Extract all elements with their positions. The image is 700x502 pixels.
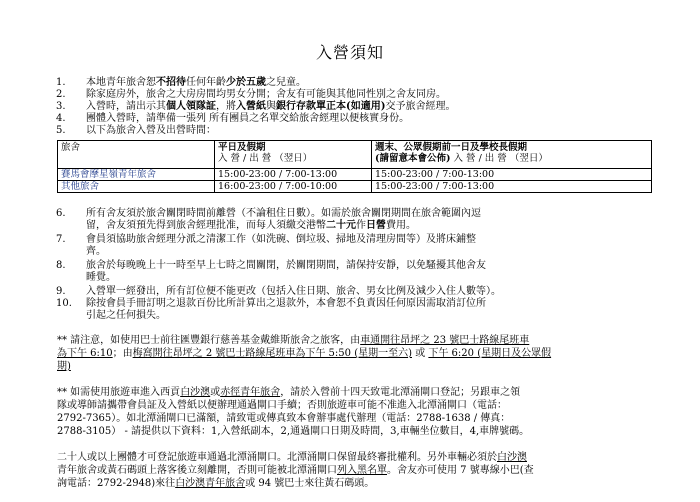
- item-number: 3.: [56, 101, 66, 112]
- item-number: 4.: [56, 113, 66, 124]
- bus-note: ** 請注意，如使用巴士前往匯豐銀行慈善基金戴維斯旅舍之旅客，由車通開往昂坪之 23 號巴士路線尾班車 為下午 6:10；由梅窩開往昂坪之 2 號巴士路線尾班車為下午 5:50 (星期一至六) 或 下午 6:20 (星期日及公眾假 期): [57, 335, 552, 372]
- notice-item-7: 7. 會員須協助旅舍經理分派之清潔工作（如洗碗、倒垃圾、掃地及清理房間等）及將床鋪整 齊。: [56, 234, 476, 257]
- page-title: 入營須知: [315, 43, 384, 62]
- header-weekend: 週末、公眾假期前一日及學校長假期 (請留意本會公佈) 入 營 / 出 營 （翌日）: [372, 141, 652, 169]
- item-number: 5.: [56, 125, 66, 136]
- hostel-name: 其他旅舍: [58, 181, 215, 193]
- weekend-hours: 15:00-23:00 / 7:00-13:00: [372, 169, 652, 181]
- table-row: [58, 181, 652, 193]
- notice-item-6: 6. 所有舍友須於旅舍關閉時間前離營（不論租住日數）。如需於旅舍關閉期間在旅舍範圍內逗 留，舍友須預先得到旅舍經理批准，而每人須繳交港幣二十元作日營費用。: [56, 208, 481, 231]
- notice-item-10: 10. 除按會員手冊訂明之退款百份比所計算出之退款外，本會恕不負責因任何原因需取消訂位所 引起之任何損失。: [56, 298, 486, 321]
- group-coach-note: 二十人或以上團體才可登記旅遊車通過北潭涌閘口。北潭涌閘口保留最終審批權利。另外車輛必須於白沙澳 青年旅舍或黃石碼頭上落客後立刻離開，否則可能被北潭涌閘口列入黑名單。舍友亦可使用 7 號專線小巴(查 詢電話：2792-2948)來往白沙澳青年旅舍或 94 號巴士來往黃石碼頭。: [57, 452, 534, 489]
- header-hostel: 旅舍: [58, 141, 215, 169]
- hostel-name: 賽馬會摩星嶺青年旅舍: [58, 169, 215, 181]
- notice-item-2: 2. 除家庭房外，旅舍之大房房間均男女分開；舍友有可能與其他同性別之舍友同房。: [56, 89, 446, 100]
- weekday-hours: 15:00-23:00 / 7:00-13:00: [215, 169, 372, 181]
- notice-item-4: 4. 團體入營時，請準備一張列 所有團員之名單交給旅舍經理以便核實身份。: [56, 113, 410, 124]
- notice-item-1: 1. 本地青年旅舍恕不招待任何年齡少於五歲之兒童。: [56, 77, 306, 88]
- item-number: 9.: [56, 286, 66, 297]
- item-number: 10.: [56, 298, 72, 309]
- notice-item-3: 3. 入營時，請出示其個人領隊証，將入營紙與銀行存款單正本(如適用)交予旅舍經理。: [56, 101, 456, 112]
- check-in-hours-table: [57, 140, 652, 193]
- item-number: 8.: [56, 260, 66, 271]
- weekday-hours: 16:00-23:00 / 7:00-10:00: [215, 181, 372, 193]
- item-number: 6.: [56, 208, 66, 219]
- notice-item-9: 9. 入營單一經發出，所有訂位便不能更改（包括入住日期、旅舍、男女比例及減少入住人數等）。: [56, 286, 501, 297]
- item-number: 1.: [56, 77, 66, 88]
- item-number: 2.: [56, 89, 66, 100]
- table-header-row: [58, 141, 652, 169]
- table-row: [58, 169, 652, 181]
- notice-item-8: 8. 旅舍於每晚晚上十一時至早上七時之間關閉，於關閉期間，請保持安靜，以免騷擾其他舍友 睡覺。: [56, 260, 486, 283]
- coach-note: ** 如需使用旅遊車進入西貢白沙澳或赤徑青年旅舍，請於入營前十四天致電北潭涌閘口登記；另跟車之領 隊或導師請攜帶會員証及入營紙以便辦理通過閘口手續；否則旅遊車可能不准進入北潭涌閘口（電話： 2792-7365）。如北潭涌閘口已滿額，請致電或傳真致本會辦事處代辦理（電話：2788-1638 / 傳真： 2788-3105） - 請提供以下資料：1,入營紙副本，2,通過閘口日期及時間，3,車輛坐位數目，4,車牌號碼。: [57, 387, 530, 437]
- header-weekday: 平日及假期 入 營 / 出 營 （翌日）: [215, 141, 372, 169]
- notice-item-5: 5. 以下為旅舍入營及出營時間：: [56, 125, 216, 136]
- weekend-hours: 15:00-23:00 / 7:00-13:00: [372, 181, 652, 193]
- item-number: 7.: [56, 234, 66, 245]
